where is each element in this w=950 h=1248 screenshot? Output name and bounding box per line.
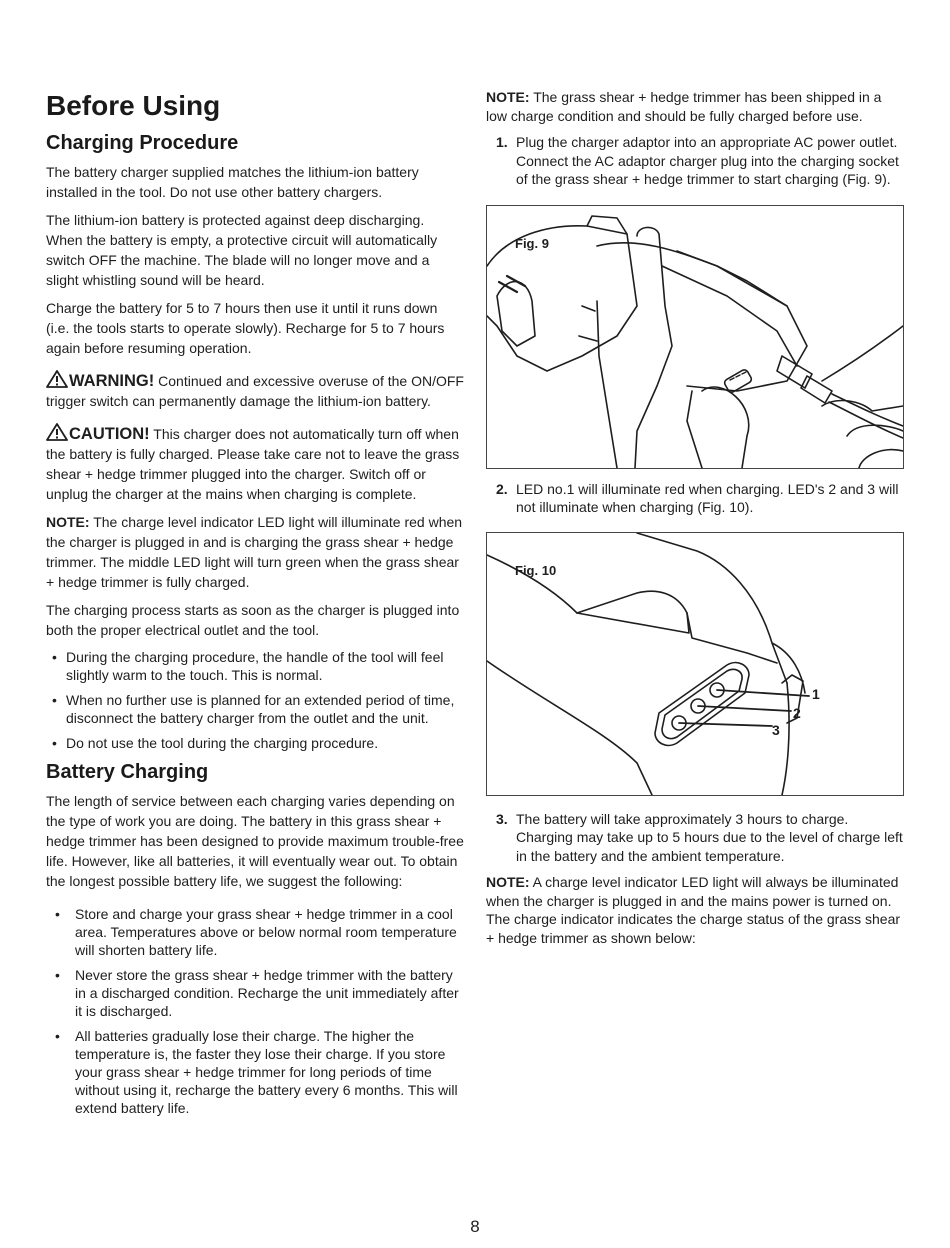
steps-list-3 — [486, 810, 906, 866]
charger-plug-illustration — [487, 206, 903, 468]
figure-9 — [486, 205, 904, 469]
step-3 — [486, 810, 906, 866]
page-title: Before Using — [46, 90, 221, 121]
note-shipped-block — [486, 88, 906, 126]
charging-procedure-heading: Charging Procedure — [46, 132, 239, 154]
list-item-text: Never store the grass shear + hedge trimmer with the battery in a discharged condition. Recharge the unit immediately after it is discharged. — [75, 967, 459, 1019]
step-text: LED no.1 will illuminate red when charging. LED's 2 and 3 will not illuminate when charging (Fig. 10). — [516, 480, 899, 515]
caution-label: CAUTION! — [69, 425, 150, 443]
step-number: 3. — [496, 810, 508, 827]
list-item-text: Do not use the tool during the charging procedure. — [66, 735, 379, 751]
battery-charging-heading: Battery Charging — [46, 761, 209, 783]
note-text: A charge level indicator LED light will always be illuminated when the charger is plugged in and the mains power is turned on. The charge indicator indicates the charge status of the grass shear + hedge trimmer as shown below: — [486, 874, 901, 946]
bullet-symbol: • — [55, 967, 60, 983]
note-label: NOTE: — [486, 874, 530, 890]
bullet-symbol: • — [52, 692, 57, 708]
bullet-symbol: • — [52, 735, 57, 751]
warning-label: WARNING! — [69, 372, 155, 390]
steps-list-2 — [486, 480, 906, 517]
paragraph-service-length: The length of service between each charging varies depending on the type of work you are doing. The battery in this grass shear + hedge trimmer has been designed to provide maximum trouble-free life. However, like all batteries, it will eventually wear out. To obtain the longest possible battery life, we suggest the following: — [46, 793, 464, 889]
list-item — [46, 734, 464, 752]
led-indicator-illustration — [487, 533, 903, 795]
paragraph-charger-match: The battery charger supplied matches the lithium-ion battery installed in the tool. Do not use other battery chargers. — [46, 164, 419, 200]
note-label: NOTE: — [486, 89, 530, 105]
list-item-text: When no further use is planned for an extended period of time, disconnect the battery charger from the outlet and the unit. — [66, 692, 455, 726]
bullet-symbol: • — [55, 1028, 60, 1044]
list-item — [46, 691, 464, 727]
step-number: 2. — [496, 480, 508, 497]
step-2 — [486, 480, 906, 517]
note-led-block — [46, 512, 464, 592]
note-indicator-block — [486, 873, 906, 947]
callout-3: 3 — [772, 721, 780, 738]
warning-block — [46, 370, 464, 411]
note-text: The grass shear + hedge trimmer has been shipped in a low charge condition and should be fully charged before use. — [486, 89, 882, 124]
paragraph-charge-duration: Charge the battery for 5 to 7 hours then use it until it runs down (i.e. the tools starts to operate slowly). Recharge for 5 to 7 hours again before resuming operation. — [46, 300, 445, 356]
bullet-symbol: • — [55, 906, 60, 922]
list-item — [46, 905, 464, 959]
warning-text: Continued and excessive overuse of the ON/OFF trigger switch can permanently damage the lithium-ion battery. — [46, 373, 464, 409]
list-item-text: All batteries gradually lose their charge. The higher the temperature is, the faster they lose their charge. If you store your grass shear + hedge trimmer for long periods of time without using it, recharge the battery every 6 months. This will extend battery life. — [75, 1028, 458, 1116]
caution-text: This charger does not automatically turn off when the battery is fully charged. Please take care not to leave the grass shear + hedge trimmer plugged into the charger. Switch off or unplug the charger at the mains when charging is complete. — [46, 426, 460, 502]
caution-block — [46, 423, 464, 504]
step-number: 1. — [496, 134, 508, 150]
warning-triangle-icon — [46, 370, 68, 388]
note-text: The charge level indicator LED light will illuminate red when the charger is plugged in and is charging the grass shear + hedge trimmer. The middle LED light will turn green when the grass shear + hedge trimmer is fully charged. — [46, 514, 463, 590]
list-item — [46, 966, 464, 1020]
steps-list-1 — [486, 133, 906, 189]
list-item — [46, 1027, 464, 1117]
callout-1: 1 — [812, 685, 820, 702]
list-item — [46, 648, 464, 684]
battery-life-list — [46, 905, 464, 1117]
step-text: The battery will take approximately 3 hours to charge. Charging may take up to 5 hours due to the level of charge left in the battery and the ambient temperature. — [516, 810, 903, 864]
left-column — [46, 88, 464, 1124]
step-1 — [486, 133, 906, 189]
right-column — [486, 88, 906, 955]
paragraph-charging-starts: The charging process starts as soon as the charger is plugged into both the proper electrical outlet and the tool. — [46, 602, 460, 638]
paragraph-deep-discharge: The lithium-ion battery is protected against deep discharging. When the battery is empty, a protective circuit will automatically switch OFF the machine. The blade will no longer move and a slight whistling sound will be heard. — [46, 212, 438, 288]
figure-9-label: Fig. 9 — [515, 235, 549, 251]
step-text: Plug the charger adaptor into an appropriate AC power outlet. Connect the AC adaptor charger plug into the charging socket of the grass shear + hedge trimmer to start charging (Fig. 9). — [516, 134, 899, 187]
bullet-symbol: • — [52, 649, 57, 665]
list-item-text: Store and charge your grass shear + hedge trimmer in a cool area. Temperatures above or below normal room temperature will shorten battery life. — [75, 906, 457, 958]
charging-tips-list — [46, 648, 464, 752]
note-label: NOTE: — [46, 514, 90, 530]
figure-10-label: Fig. 10 — [515, 562, 557, 578]
caution-triangle-icon — [46, 423, 68, 441]
figure-10 — [486, 532, 904, 796]
page-number: 8 — [470, 1217, 480, 1236]
callout-2: 2 — [793, 704, 801, 721]
list-item-text: During the charging procedure, the handle of the tool will feel slightly warm to the touch. This is normal. — [66, 649, 444, 683]
